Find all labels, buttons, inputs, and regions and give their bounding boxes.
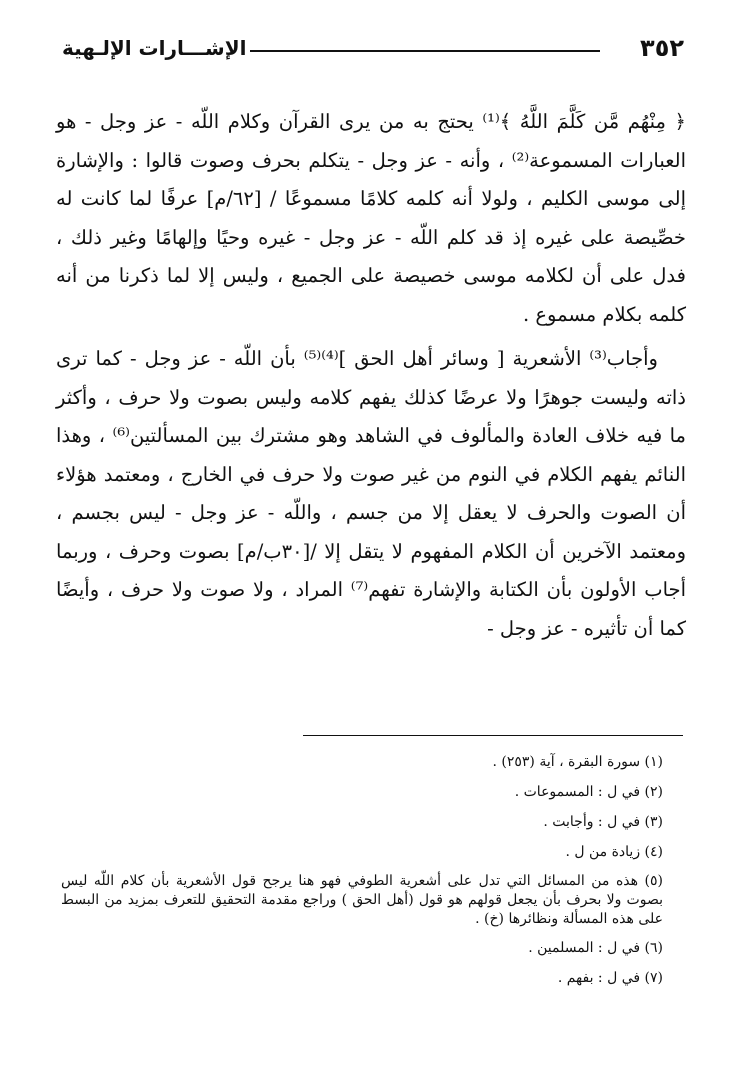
main-text — [56, 103, 686, 648]
header-rule — [250, 50, 600, 52]
page-number: ٣٥٢ — [640, 34, 684, 62]
paragraph-2: وأجاب⁽³⁾ الأشعرية [ وسائر أهل الحق ]⁽⁴⁾⁽⁵⁾ بأن اللّه - عز وجل - كما ترى ذاته وليست جوهرًا ولا عرضًا كذلك يفهم كلامه وليس بصوت ولا حرف ، وأكثر ما فيه خلاف العادة والمألوف في الشاهد وهو مشترك بين المسألتين⁽⁶⁾ ، وهذا النائم يفهم الكلام في النوم من غير صوت ولا حرف في الخارج ، ومعتمد هؤلاء أن الصوت والحرف لا يعقل إلا من جسم ، واللّه - عز وجل - ليس بجسم ، ومعتمد الآخرين أن الكلام المفهوم لا يتقل إلا /[٣٠ب/م] بصوت وحرف ، وربما أجاب الأولون بأن الكتابة والإشارة تفهم⁽⁷⁾ المراد ، ولا صوت ولا حرف ، وأيضًا كما أن تأثيره - عز وجل - — [56, 347, 686, 640]
footnotes-list — [61, 752, 663, 998]
page-header — [62, 34, 684, 68]
footnote-6: (٦) في ل : المسلمين . — [528, 940, 663, 956]
footnote-1: (١) سورة البقرة ، آية (٢٥٣) . — [492, 754, 663, 770]
footnote-7: (٧) في ل : بفهم . — [557, 970, 663, 986]
paragraph-1: ﴿ مِنْهُم مَّن كَلَّمَ اللَّهُ ﴾⁽¹⁾ يحتج به من يرى القرآن وكلام اللّه - عز وجل - هو العبارات المسموعة⁽²⁾ ، وأنه - عز وجل - يتكلم بحرف وصوت قالوا : والإشارة إلى موسى الكليم ، ولولا أنه كلمه كلامًا مسموعًا / [٦٢/م] عرفًا لما كانت له خصِّيصة على غيره إذ قد كلم اللّه - عز وجل - غيره وحيًا وإلهامًا وغير ذلك ، فدل على أن لكلامه موسى خصيصة على الجميع ، وليس إلا لما ذكرنا من أنه كلمه بكلام مسموع . — [56, 110, 686, 326]
footnote-3: (٣) في ل : وأجابت . — [543, 814, 663, 830]
footnote-5: (٥) هذه من المسائل التي تدل على أشعرية الطوفي فهو هنا يرجح قول الأشعرية بأن كلام اللّه ليس بصوت ولا بحرف بأن يجعل قولهم هو قول (أهل الحق ) وراجع مقدمة التحقيق للتعرف بمزيد من البسط على هذه المسألة ونظائرها (خ) . — [61, 873, 663, 927]
running-title: الإشـــارات الإلـهية — [62, 36, 247, 60]
footnote-2: (٢) في ل : المسموعات . — [514, 784, 663, 800]
footnote-4: (٤) زيادة من ل . — [565, 844, 663, 860]
footnote-separator — [303, 735, 683, 736]
